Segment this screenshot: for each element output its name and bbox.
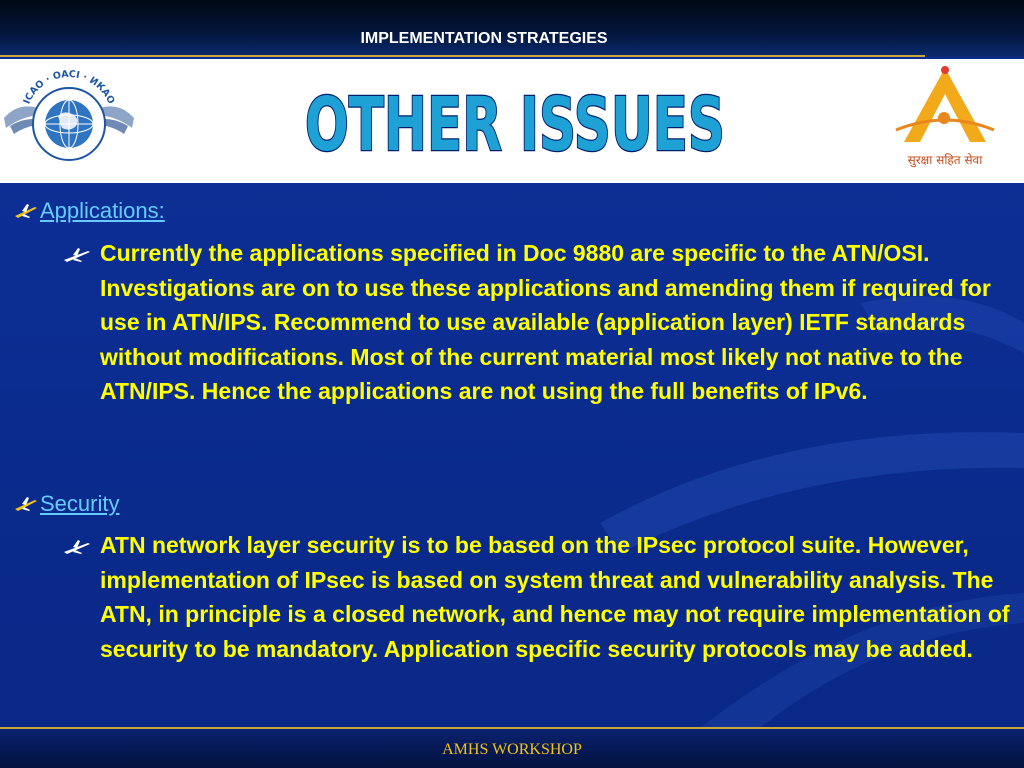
footer: [0, 729, 1024, 768]
top-divider: [0, 55, 925, 57]
applications-body: Currently the applications specified in Doc 9880 are specific to the ATN/OSI. Investigations are on to use these applications and amending them if required for use in ATN/IPS. Recommend to use available (application layer) IETF standards without modifications. Most of the current material most likely not native to the ATN/IPS. Hence the applications are not using the full benefits of IPv6.: [100, 240, 991, 405]
top-bar: [0, 0, 1024, 57]
applications-heading[interactable]: Applications:: [40, 198, 165, 223]
icao-logo: [0, 62, 138, 180]
security-heading[interactable]: Security: [40, 491, 120, 516]
icao-arc-text: ICAO · OACI · ИКАО: [21, 68, 117, 106]
main-title: [290, 80, 740, 168]
section-security: [14, 491, 119, 517]
airplane-bullet-icon: [14, 203, 38, 219]
airplane-bullet-icon: [62, 538, 92, 556]
footer-text: AMHS WORKSHOP: [442, 741, 582, 758]
airplane-bullet-icon: [62, 246, 92, 264]
main-title-text: OTHER ISSUES: [305, 82, 725, 168]
top-title: IMPLEMENTATION STRATEGIES: [360, 30, 608, 47]
airplane-bullet-icon: [14, 496, 38, 512]
aai-logo: [878, 60, 1012, 180]
section-applications: [14, 198, 165, 224]
aai-slogan: सुरक्षा सहित सेवा: [907, 153, 983, 167]
security-body: ATN network layer security is to be based on the IPsec protocol suite. However, implementation of IPsec is based on system threat and vulnerability analysis. The ATN, in principle is a closed network, and hence may not require implementation of security to be mandatory. Application specific security protocols may be added.: [100, 532, 1010, 662]
